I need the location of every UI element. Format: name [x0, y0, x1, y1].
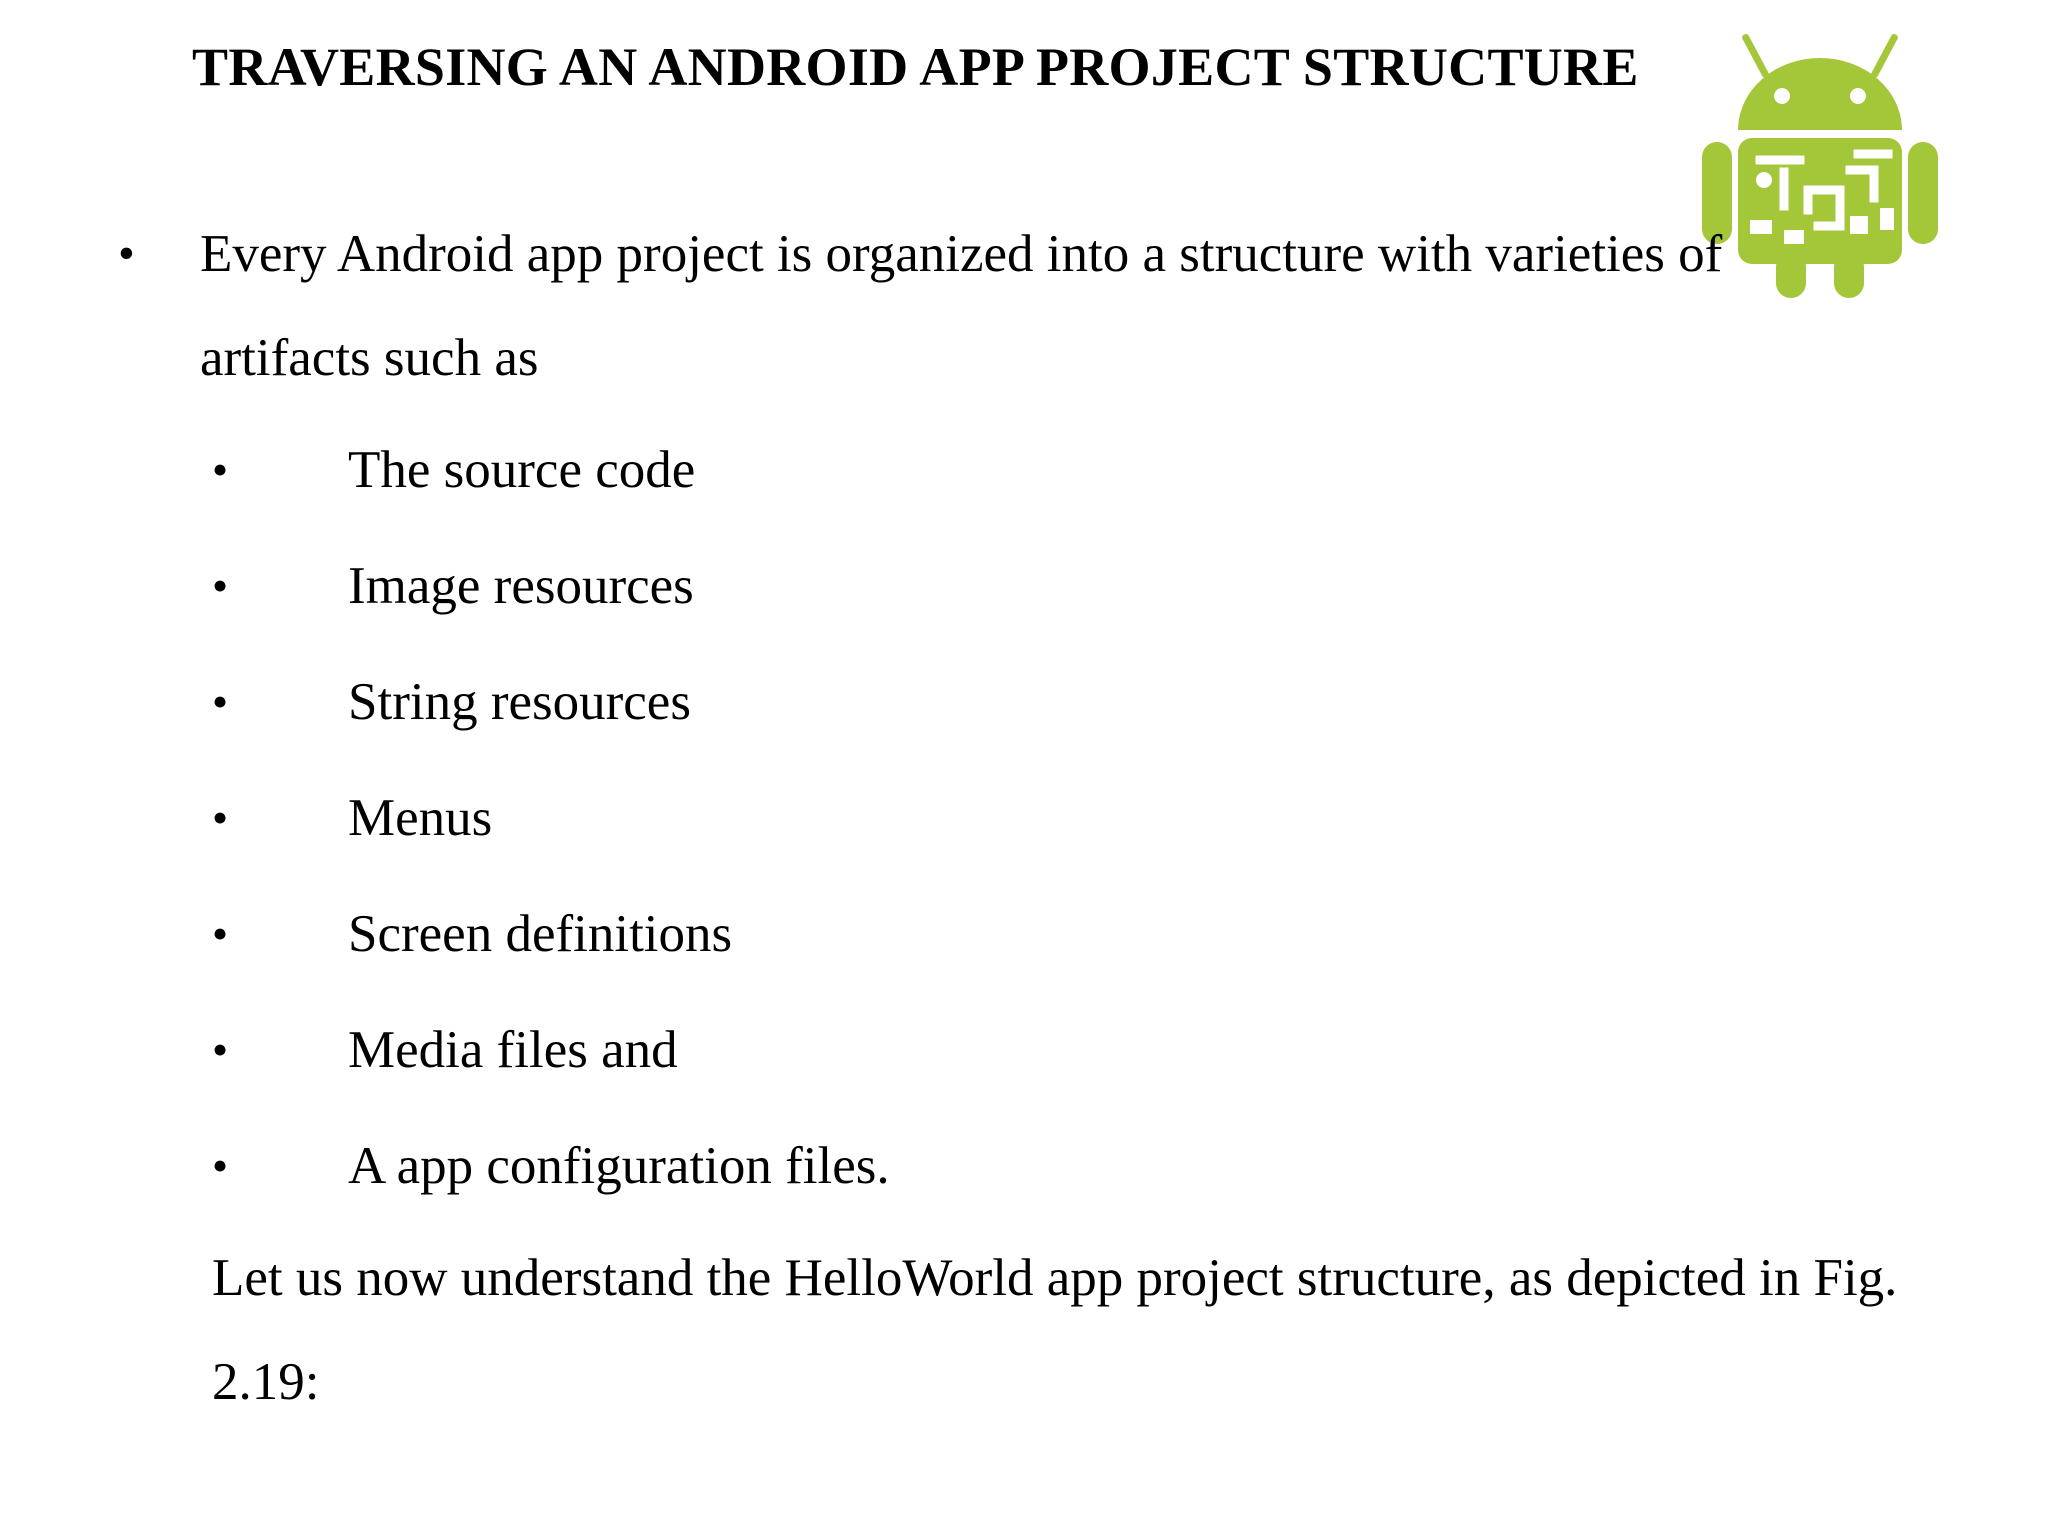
bullet-marker: • — [212, 1024, 229, 1075]
list-item-label: The source code — [348, 441, 696, 499]
intro-text: Every Android app project is organized into a structure with varieties of artifacts such as — [200, 225, 1723, 387]
bullet-marker: • — [118, 227, 135, 280]
page-title: TRAVERSING AN ANDROID APP PROJECT STRUCTURE — [192, 37, 1639, 97]
outro-paragraph: Let us now understand the HelloWorld app project structure, as depicted in Fig. 2.19: — [212, 1249, 1898, 1411]
bullet-marker: • — [212, 1140, 229, 1191]
list-item-label: Media files and — [348, 1021, 678, 1079]
bullet-marker: • — [212, 792, 229, 843]
bullet-marker: • — [212, 444, 229, 495]
bullet-marker: • — [212, 908, 229, 959]
list-item-label: Menus — [348, 789, 493, 847]
list-item-label: Screen definitions — [348, 905, 733, 963]
list-item-label: Image resources — [348, 557, 694, 615]
list-item-label: String resources — [348, 673, 691, 731]
list-item-label: A app configuration files. — [348, 1137, 890, 1195]
bullet-marker: • — [212, 560, 229, 611]
bullet-marker: • — [212, 676, 229, 727]
